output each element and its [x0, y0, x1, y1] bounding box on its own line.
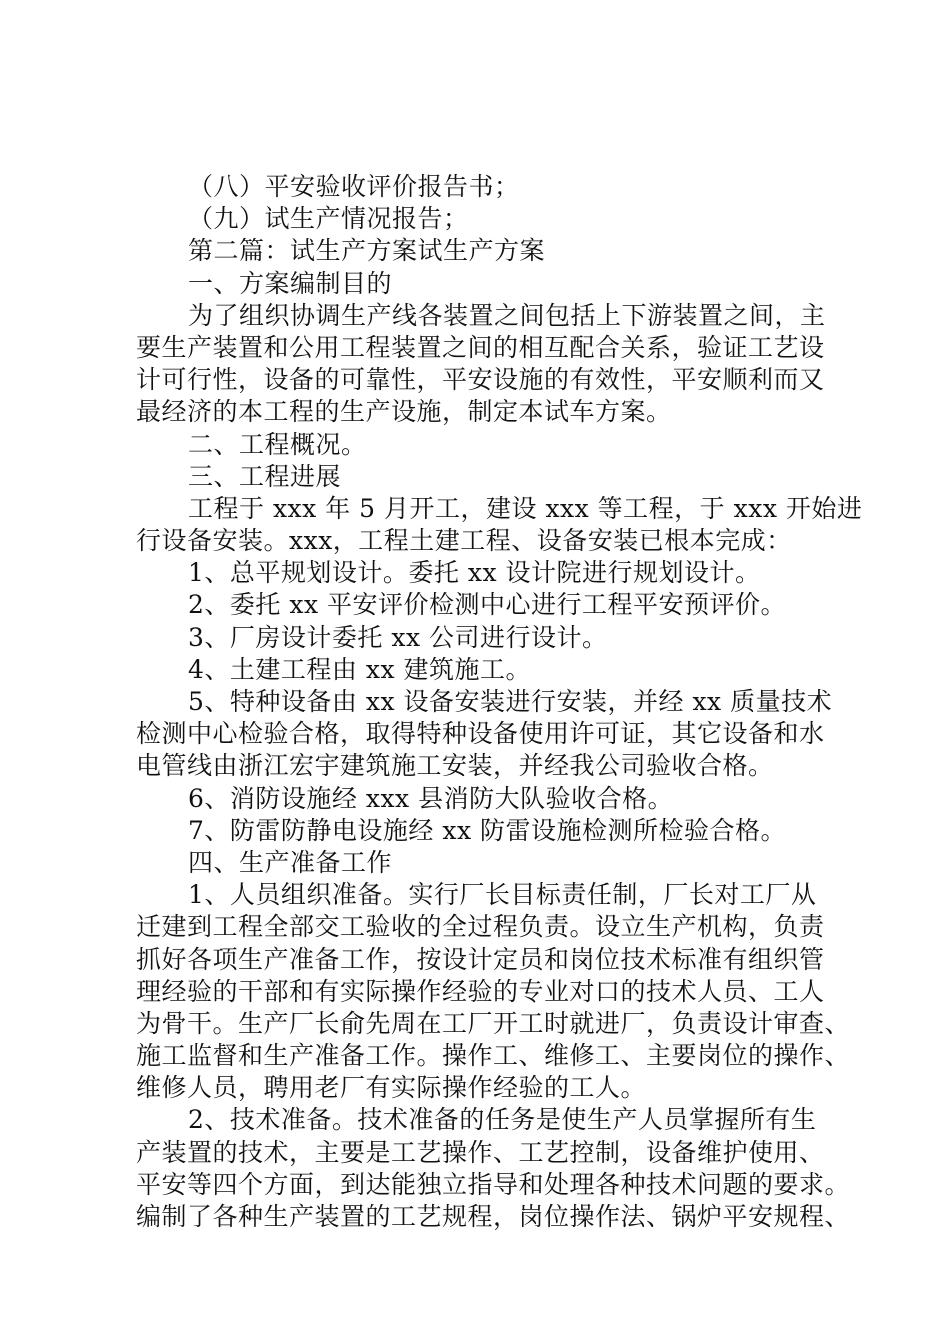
paragraph-line: 编制了各种生产装置的工艺规程，岗位操作法、锅炉平安规程、 — [136, 1202, 851, 1231]
list-item: 3、厂房设计委托 xx 公司进行设计。 — [188, 622, 608, 652]
paragraph-line: 理经验的干部和有实际操作经验的专业对口的技术人员、工人 — [136, 976, 825, 1006]
list-item: 5、特种设备由 xx 设备安装进行安装，并经 xx 质量技术 — [188, 687, 833, 716]
paragraph-line: 为了组织协调生产线各装置之间包括上下游装置之间，主 — [188, 300, 826, 330]
paragraph-line: 产装置的技术，主要是工艺操作、工艺控制，设备维护使用、 — [136, 1137, 825, 1167]
paragraph-line: 工程于 xxx 年 5 月开工，建设 xxx 等工程，于 xxx 开始进 — [188, 493, 863, 523]
list-item: 7、防雷防静电设施经 xx 防雷设施检测所检验合格。 — [188, 815, 786, 845]
list-item: 6、消防设施经 xxx 县消防大队验收合格。 — [188, 783, 674, 813]
section-heading-4: 四、生产准备工作 — [188, 847, 393, 877]
list-item-9: （九）试生产情况报告； — [188, 204, 469, 234]
paragraph-line: 为骨干。生产厂长俞先周在工厂开工时就进厂，负责设计审查、 — [136, 1008, 851, 1038]
paragraph-line: 维修人员，聘用老厂有实际操作经验的工人。 — [136, 1073, 647, 1103]
paragraph-line: 电管线由浙江宏宇建筑施工安装，并经我公司验收合格。 — [136, 751, 774, 781]
paragraph-line: 计可行性，设备的可靠性，平安设施的有效性，平安顺利而又 — [136, 365, 825, 395]
paragraph-line: 行设备安装。xxx，工程土建工程、设备安装已根本完成： — [136, 526, 792, 556]
paragraph-line: 最经济的本工程的生产设施，制定本试车方案。 — [136, 397, 672, 427]
paragraph-line: 平安等四个方面，到达能独立指导和处理各种技术问题的要求。 — [136, 1169, 851, 1199]
chapter-heading: 第二篇：试生产方案试生产方案 — [188, 236, 546, 266]
document-body — [136, 171, 863, 1233]
paragraph-line: 施工监督和生产准备工作。操作工、维修工、主要岗位的操作、 — [136, 1041, 851, 1071]
list-item: 4、土建工程由 xx 建筑施工。 — [188, 654, 531, 684]
list-item: 2、委托 xx 平安评价检测中心进行工程平安预评价。 — [188, 590, 786, 620]
paragraph-line: 迁建到工程全部交工验收的全过程负责。设立生产机构，负责 — [136, 912, 825, 942]
list-item: 1、总平规划设计。委托 xx 设计院进行规划设计。 — [188, 558, 761, 588]
section-heading-2: 二、工程概况。 — [188, 429, 367, 459]
section-heading-1: 一、方案编制目的 — [188, 268, 393, 298]
paragraph-line: 要生产装置和公用工程装置之间的相互配合关系，验证工艺设 — [136, 332, 825, 362]
paragraph-line: 抓好各项生产准备工作，按设计定员和岗位技术标准有组织管 — [136, 944, 825, 974]
list-item: 1、人员组织准备。实行厂长目标责任制，厂长对工厂从 — [188, 880, 817, 910]
paragraph-line: 检测中心检验合格，取得特种设备使用许可证，其它设备和水 — [136, 719, 825, 749]
list-item-8: （八）平安验收评价报告书； — [188, 172, 520, 201]
section-heading-3: 三、工程进展 — [188, 461, 342, 491]
list-item: 2、技术准备。技术准备的任务是使生产人员掌握所有生 — [188, 1105, 817, 1135]
